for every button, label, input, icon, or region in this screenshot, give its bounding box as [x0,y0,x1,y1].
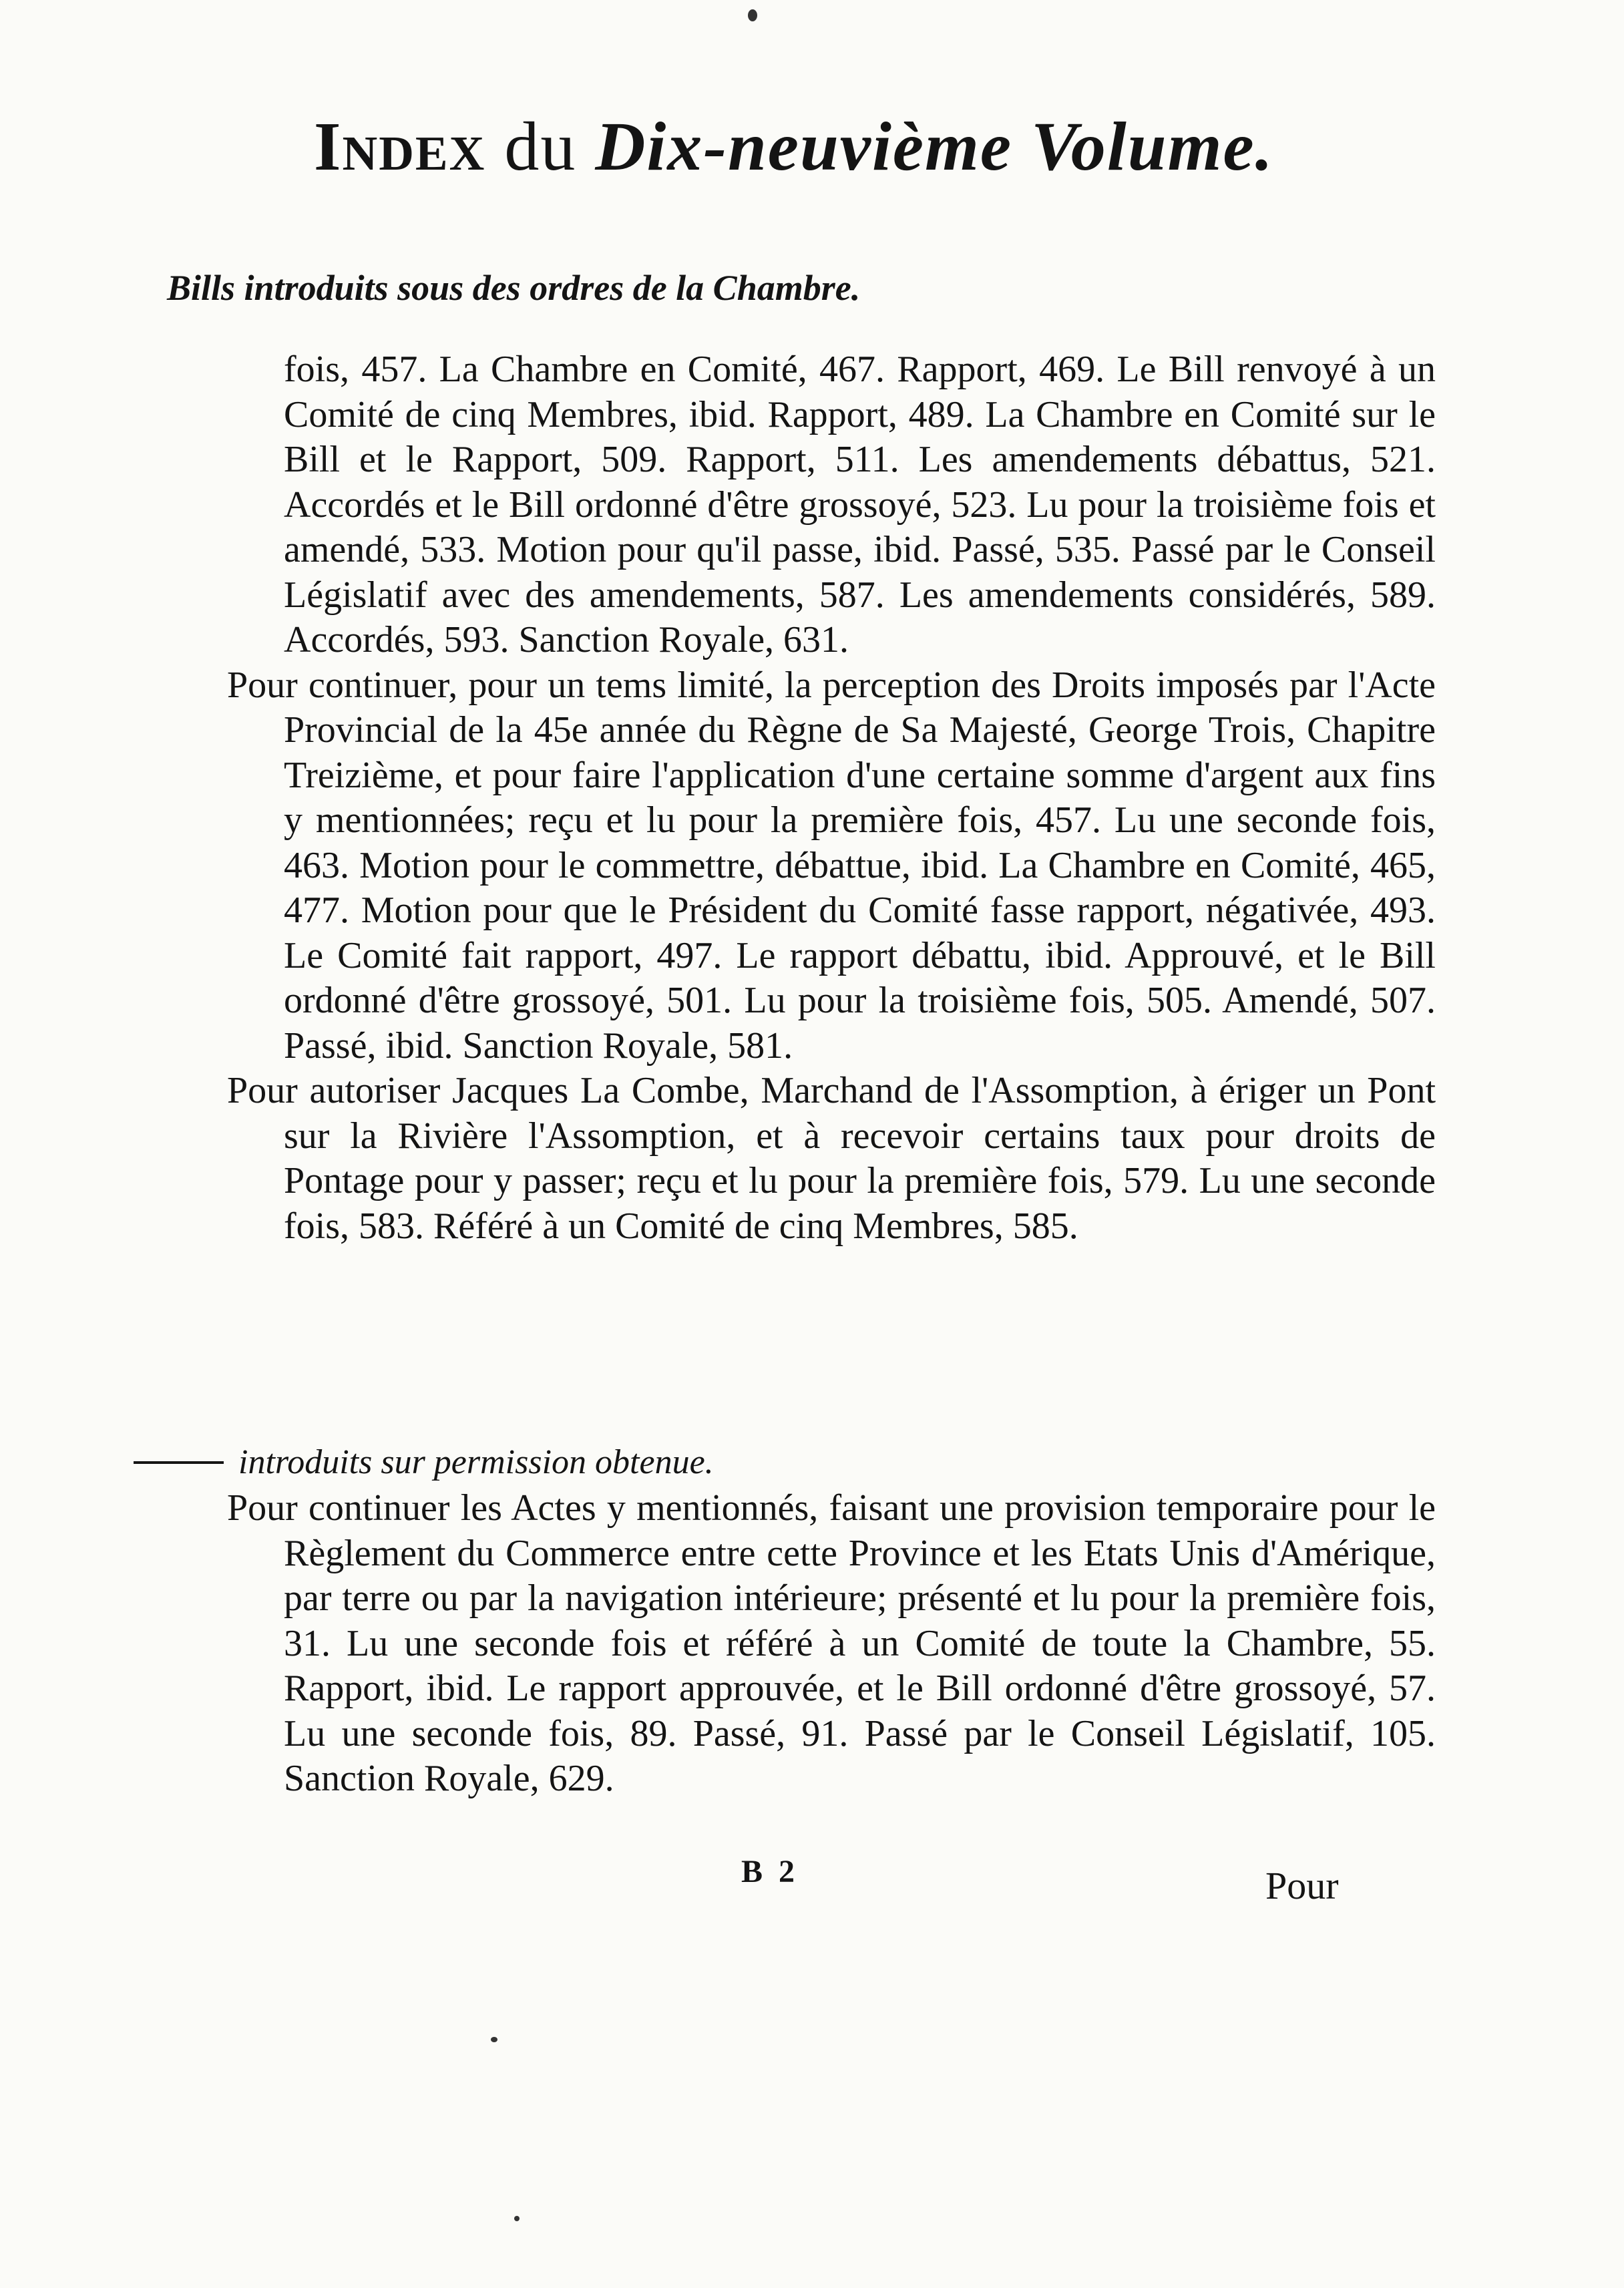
ink-speck [514,2216,520,2221]
subsection-heading-text: introduits sur permission obtenue. [238,1443,714,1481]
index-entries [227,347,1436,1249]
subsection-heading [134,1443,714,1482]
index-entries-2 [227,1486,1436,1802]
index-entry: Pour autoriser Jacques La Combe, Marchand de l'Assomption, à ériger un Pont sur la Rivière l'Assomption, et à recevoir certains taux pour droits de Pontage pour y passer; reçu et lu pour la première fois, 579. Lu une seconde fois, 583. Référé à un Comité de cinq Membres, 585. [227,1070,1436,1247]
section-heading: Bills introduits sous des ordres de la Chambre. [167,268,861,308]
title-du-word: du [504,108,577,185]
ink-speck [491,2037,497,2042]
index-entry: Pour continuer les Actes y mentionnés, faisant une provision temporaire pour le Règlement du Commerce entre cette Province et les Etats Unis d'Amérique, par terre ou par la navigation intérieure; présenté et lu pour la première fois, 31. Lu une seconde fois et référé à un Comité de toute la Chambre, 55. Rapport, ibid. Le rapport approuvée, et le Bill ordonné d'être grossoyé, 57. Lu une seconde fois, 89. Passé, 91. Passé par le Conseil Législatif, 105. Sanction Royale, 629. [227,1487,1436,1799]
signature-mark: B 2 [741,1854,799,1889]
page-title [314,107,1382,186]
title-volume: Dix-neuvième Volume. [595,108,1274,185]
index-entry: Pour continuer, pour un tems limité, la perception des Droits imposés par l'Acte Provincial de la 45e année du Règne de Sa Majesté, George Trois, Chapitre Treizième, et pour faire l'application d'une certaine somme d'argent aux fins y mentionnées; reçu et lu pour la première fois, 457. Lu une seconde fois, 463. Motion pour le commettre, débattue, ibid. La Chambre en Comité, 465, 477. Motion pour que le Président du Comité fasse rapport, négativée, 493. Le Comité fait rapport, 497. Le rapport débattu, ibid. Approuvé, et le Bill ordonné d'être grossoyé, 501. Lu pour la troisième fois, 505. Amendé, 507. Passé, ibid. Sanction Royale, 581. [227,664,1436,1067]
title-index-word: Index [314,108,486,185]
ink-speck [748,9,757,21]
em-dash-rule [134,1461,224,1464]
catchword: Pour [1265,1864,1339,1907]
index-entry: fois, 457. La Chambre en Comité, 467. Rapport, 469. Le Bill renvoyé à un Comité de cinq Membres, ibid. Rapport, 489. La Chambre en Comité sur le Bill et le Rapport, 509. Rapport, 511. Les amendements débattus, 521. Accordés et le Bill ordonné d'être grossoyé, 523. Lu pour la troisième fois et amendé, 533. Motion pour qu'il passe, ibid. Passé, 535. Passé par le Conseil Législatif avec des amendements, 587. Les amendements considérés, 589. Accordés, 593. Sanction Royale, 631. [284,349,1436,660]
